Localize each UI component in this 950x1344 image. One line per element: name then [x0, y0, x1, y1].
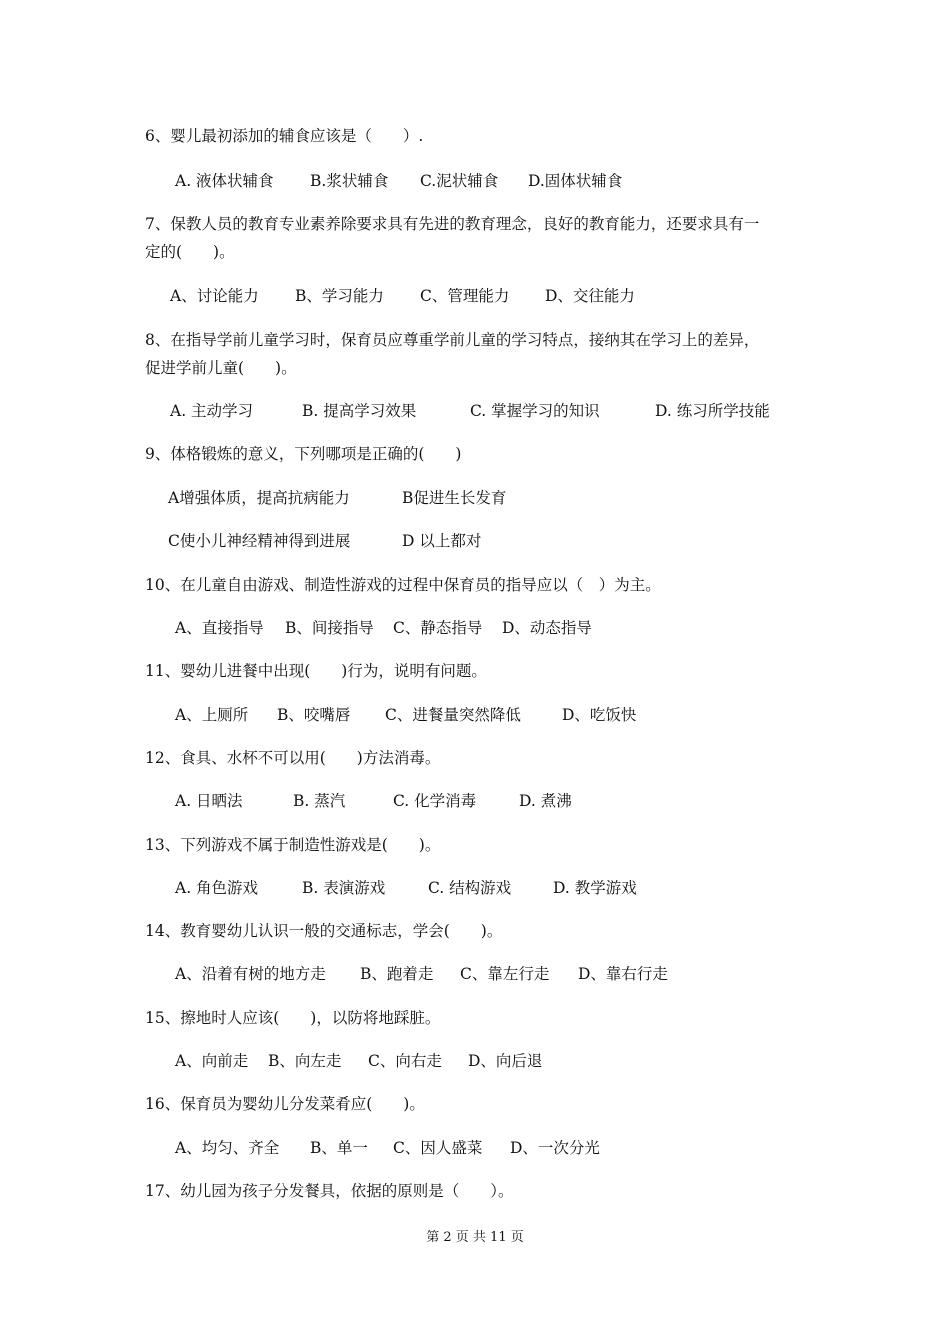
option-a: A、直接指导: [175, 619, 264, 637]
option-a: A增强体质，提高抗病能力: [168, 489, 350, 507]
option-c: C使小儿神经精神得到进展: [168, 532, 351, 550]
option-a: A. 角色游戏: [175, 879, 259, 897]
option-c: C. 化学消毒: [393, 792, 477, 810]
option-d: D. 煮沸: [519, 792, 572, 810]
option-c: C、静态指导: [393, 619, 483, 637]
option-c: C、向右走: [368, 1052, 442, 1070]
option-d: D、交往能力: [545, 287, 635, 305]
option-b: B、单一: [310, 1139, 368, 1157]
option-a: A、上厕所: [175, 706, 249, 724]
option-c: C、进餐量突然降低: [385, 706, 521, 724]
question-10-stem: 10、在儿童自由游戏、制造性游戏的过程中保育员的指导应以（ ）为主。: [145, 576, 661, 594]
option-d: D、向后退: [468, 1052, 543, 1070]
question-9-stem: 9、体格锻炼的意义，下列哪项是正确的( ): [145, 445, 462, 463]
option-b: B、学习能力: [295, 287, 384, 305]
question-11-stem: 11、婴幼儿进餐中出现( )行为，说明有问题。: [145, 662, 487, 680]
option-a: A、沿着有树的地方走: [175, 965, 326, 983]
question-17-stem: 17、幼儿园为孩子分发餐具，依据的原则是（ ）。: [145, 1182, 514, 1200]
option-b: B、咬嘴唇: [277, 706, 351, 724]
question-13-stem: 13、下列游戏不属于制造性游戏是( )。: [145, 836, 441, 854]
option-d: D、靠右行走: [578, 965, 668, 983]
option-b: B、向左走: [268, 1052, 342, 1070]
option-d: D.固体状辅食: [528, 172, 623, 190]
question-6-stem: 6、婴儿最初添加的辅食应该是（ ）.: [145, 127, 424, 145]
option-d: D、吃饭快: [562, 706, 637, 724]
page-number-footer: 第 2 页 共 11 页: [426, 1230, 524, 1245]
option-d: D 以上都对: [402, 532, 482, 550]
option-b: B、跑着走: [360, 965, 434, 983]
option-a: A. 主动学习: [170, 402, 254, 420]
option-c: C. 结构游戏: [428, 879, 512, 897]
option-d: D. 教学游戏: [553, 879, 637, 897]
option-c: C、管理能力: [420, 287, 510, 305]
question-15-stem: 15、擦地时人应该( )，以防将地踩脏。: [145, 1009, 441, 1027]
option-b: B. 表演游戏: [302, 879, 386, 897]
option-a: A. 液体状辅食: [175, 172, 274, 190]
option-d: D. 练习所学技能: [655, 402, 770, 420]
option-b: B. 蒸汽: [293, 792, 346, 810]
option-c: C.泥状辅食: [420, 172, 499, 190]
question-7-stem-line-2: 定的( )。: [145, 243, 235, 261]
option-c: C. 掌握学习的知识: [470, 402, 600, 420]
option-d: D、动态指导: [502, 619, 592, 637]
option-b: B.浆状辅食: [310, 172, 389, 190]
question-8-stem-line-2: 促进学前儿童( )。: [145, 359, 297, 377]
option-b: B、间接指导: [285, 619, 374, 637]
question-8-stem-line-1: 8、在指导学前儿童学习时，保育员应尊重学前儿童的学习特点，接纳其在学习上的差异，: [145, 331, 760, 349]
question-12-stem: 12、食具、水杯不可以用( )方法消毒。: [145, 749, 441, 767]
option-a: A. 日晒法: [175, 792, 243, 810]
option-b: B促进生长发育: [402, 489, 507, 507]
option-b: B. 提高学习效果: [302, 402, 417, 420]
question-7-stem-line-1: 7、保教人员的教育专业素养除要求具有先进的教育理念，良好的教育能力，还要求具有一: [145, 215, 760, 233]
question-16-stem: 16、保育员为婴幼儿分发菜肴应( )。: [145, 1095, 425, 1113]
option-c: C、因人盛菜: [393, 1139, 483, 1157]
option-a: A、均匀、齐全: [175, 1139, 280, 1157]
option-c: C、靠左行走: [460, 965, 550, 983]
question-14-stem: 14、教育婴幼儿认识一般的交通标志，学会( )。: [145, 922, 503, 940]
option-d: D、一次分光: [510, 1139, 600, 1157]
option-a: A、向前走: [175, 1052, 249, 1070]
option-a: A、讨论能力: [170, 287, 259, 305]
